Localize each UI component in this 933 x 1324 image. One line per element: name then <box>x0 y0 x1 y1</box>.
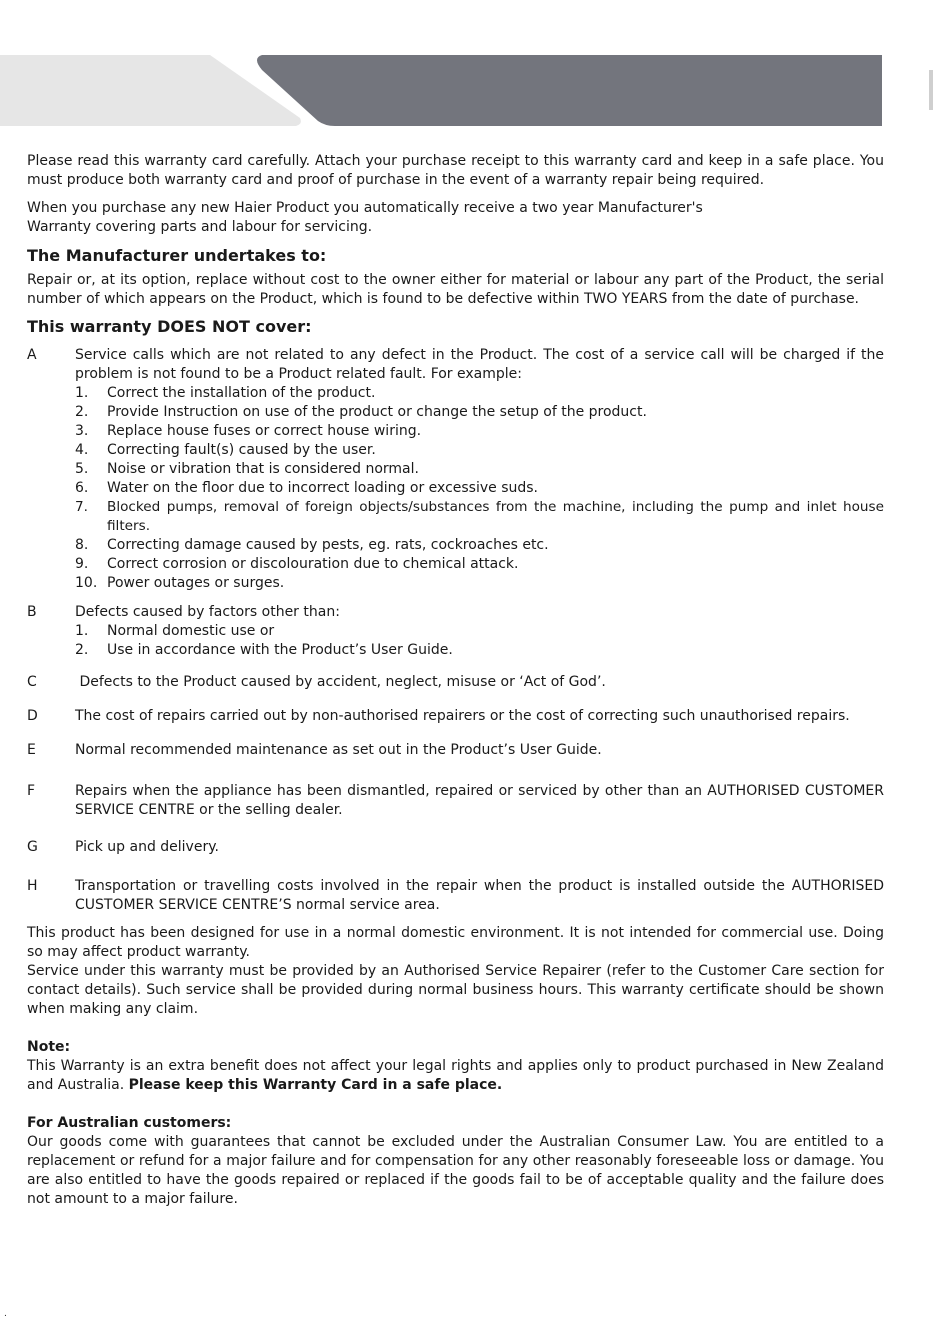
clause-e <box>27 741 884 760</box>
header-dark-tab <box>257 55 882 126</box>
clause-letter: F <box>27 783 36 799</box>
clause-letter: B <box>27 604 37 620</box>
clause-text: The cost of repairs carried out by non-authorised repairers or the cost of correcting such unauthorised repairs. <box>75 708 850 724</box>
clause-letter: H <box>27 878 38 894</box>
list-item: 7. Blocked pumps, removal of foreign objects/substances from the machine, including the pump and inlet house filters. <box>75 499 884 534</box>
intro-line-1: When you purchase any new Haier Product you automatically receive a two year Manufacturer's <box>27 200 703 216</box>
footer-mark: . <box>4 1309 7 1319</box>
clause-text: Repairs when the appliance has been dismantled, repaired or serviced by other than an AUTHORISED CUSTOMER SERVICE CENTRE or the selling dealer. <box>75 783 884 818</box>
header-banner <box>0 0 933 130</box>
clause-text: Service calls which are not related to any defect in the Product. The cost of a service call will be charged if the problem is not found to be a Product related fault. For example: <box>75 347 884 382</box>
clause-letter: G <box>27 839 38 855</box>
clause-text: Transportation or travelling costs involved in the repair when the product is installed outside the AUTHORISED CUSTOMER SERVICE CENTRE’S normal service area. <box>75 878 884 913</box>
list-item: 10. Power outages or surges. <box>75 575 285 591</box>
domestic-use-paragraph: This product has been designed for use in a normal domestic environment. It is not intended for commercial use. Doing so may affect product warranty. <box>27 925 884 960</box>
warranty-content <box>27 152 884 1209</box>
clause-letter: C <box>27 674 37 690</box>
clause-text: Defects to the Product caused by accident, neglect, misuse or ‘Act of God’. <box>75 674 606 690</box>
intro-line-2: Warranty covering parts and labour for servicing. <box>27 219 373 235</box>
list-item: 3. Replace house fuses or correct house wiring. <box>75 423 422 439</box>
clause-letter: D <box>27 708 38 724</box>
clause-c <box>27 673 884 692</box>
clause-d <box>27 707 884 726</box>
list-item: 6. Water on the floor due to incorrect loading or excessive suds. <box>75 480 538 496</box>
note-bold-text: Please keep this Warranty Card in a safe place. <box>128 1077 503 1093</box>
clause-f <box>27 782 884 820</box>
intro-paragraph: Please read this warranty card carefully. Attach your purchase receipt to this warranty card and keep in a safe place. You must produce both warranty card and proof of purchase in the event of a warranty repair being required. <box>27 153 884 188</box>
clause-text: Pick up and delivery. <box>75 839 219 855</box>
list-item: 1. Normal domestic use or <box>75 623 275 639</box>
clause-b-list <box>75 622 884 660</box>
note-text: This Warranty is an extra benefit does not affect your legal rights and applies only to product purchased in New Zealand and Australia. <box>27 1058 884 1093</box>
note-heading: Note: <box>27 1039 71 1055</box>
clause-g <box>27 838 884 857</box>
list-item: 2. Provide Instruction on use of the product or change the setup of the product. <box>75 404 647 420</box>
not-covered-heading: This warranty DOES NOT cover: <box>27 317 312 336</box>
header-light-tab <box>0 55 301 126</box>
clause-b <box>27 603 884 660</box>
undertakes-text: Repair or, at its option, replace without cost to the owner either for material or labour any part of the Product, the serial number of which appears on the Product, which is found to be defective within TWO YEARS from the date of purchase. <box>27 272 884 307</box>
header-edge-mark <box>929 70 933 110</box>
clause-text: Normal recommended maintenance as set out in the Product’s User Guide. <box>75 742 602 758</box>
australian-paragraph: Our goods come with guarantees that cannot be excluded under the Australian Consumer Law. You are entitled to a replacement or refund for a major failure and for compensation for any other reasonably foreseeable loss or damage. You are also entitled to have the goods repaired or replaced if the goods fail to be of acceptable quality and the failure does not amount to a major failure. <box>27 1134 884 1207</box>
list-item: 8. Correcting damage caused by pests, eg. rats, cockroaches etc. <box>75 537 549 553</box>
clause-h <box>27 877 884 915</box>
service-paragraph: Service under this warranty must be provided by an Authorised Service Repairer (refer to the Customer Care section for contact details). Such service shall be provided during normal business hours. This warranty certificate should be shown when making any claim. <box>27 963 884 1017</box>
clause-text: Defects caused by factors other than: <box>75 604 340 620</box>
clause-letter: E <box>27 742 36 758</box>
clause-letter: A <box>27 347 37 363</box>
clause-a <box>27 346 884 593</box>
list-item: 4. Correcting fault(s) caused by the user. <box>75 442 376 458</box>
list-item: 9. Correct corrosion or discolouration due to chemical attack. <box>75 556 519 572</box>
undertakes-heading: The Manufacturer undertakes to: <box>27 246 327 265</box>
list-item: 1. Correct the installation of the product. <box>75 385 376 401</box>
list-item: 5. Noise or vibration that is considered normal. <box>75 461 419 477</box>
australian-heading: For Australian customers: <box>27 1115 232 1131</box>
note-paragraph <box>27 1057 884 1095</box>
list-item: 2. Use in accordance with the Product’s User Guide. <box>75 642 453 658</box>
clause-a-list <box>75 384 884 593</box>
